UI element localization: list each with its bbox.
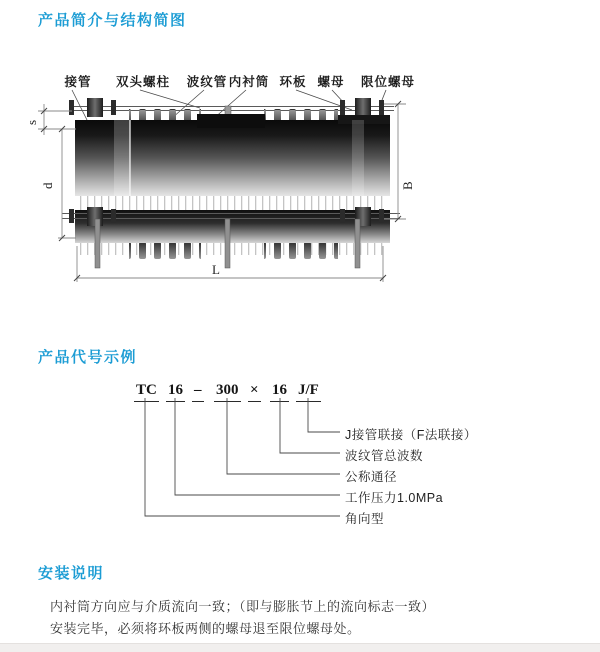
bellows-bottom-left bbox=[129, 243, 201, 260]
install-instructions bbox=[50, 596, 435, 640]
dim-label-L: L bbox=[212, 262, 220, 277]
code-callout-pressure: 工作压力1.0MPa bbox=[345, 491, 444, 505]
bellows-bottom-right bbox=[264, 243, 338, 260]
install-line: 安装完毕，必须将环板两侧的螺母退至限位螺母处。 bbox=[50, 621, 361, 636]
code-callout-waves: 波纹管总波数 bbox=[345, 449, 424, 463]
inner-sleeve-band bbox=[197, 114, 265, 128]
code-token-diameter: 300 bbox=[214, 382, 241, 402]
section-title-code: 产品代号示例 bbox=[38, 349, 138, 366]
code-callout-diameter: 公称通径 bbox=[345, 470, 398, 484]
install-line: 内衬筒方向应与介质流向一致；（即与膨胀节上的流向标志一致） bbox=[50, 599, 436, 614]
code-callout-lines bbox=[0, 396, 600, 536]
joint-body-upper bbox=[75, 114, 390, 196]
interior-lines-bottom bbox=[80, 243, 386, 255]
code-token-connection: J/F bbox=[296, 382, 321, 402]
part-label-ring-plate: 环板 bbox=[279, 75, 307, 89]
structure-diagram bbox=[0, 62, 480, 312]
code-token-times: × bbox=[248, 382, 261, 402]
part-label-inner-sleeve: 内衬筒 bbox=[228, 75, 270, 89]
part-label-bellows: 波纹管 bbox=[186, 75, 228, 89]
dim-label-d: d bbox=[40, 182, 55, 189]
part-label-pipe-end: 接管 bbox=[64, 75, 92, 89]
code-token-type: TC bbox=[134, 382, 159, 402]
dim-label-s: s bbox=[24, 119, 39, 125]
code-token-waves: 16 bbox=[270, 382, 289, 402]
code-callout-connection: J接管联接（F法联接） bbox=[345, 428, 477, 442]
page-edge-strip bbox=[0, 643, 600, 652]
dimension-d bbox=[40, 126, 76, 241]
section-title-intro: 产品简介与结构简图 bbox=[38, 12, 187, 29]
code-callout-type: 角向型 bbox=[345, 512, 385, 526]
part-labels bbox=[63, 74, 415, 89]
code-token-pressure: 16 bbox=[166, 382, 185, 402]
part-label-nut: 螺母 bbox=[317, 75, 345, 89]
code-token-dash: – bbox=[192, 382, 204, 402]
interior-lines-mid bbox=[80, 196, 386, 210]
dim-label-B: B bbox=[400, 181, 415, 190]
part-label-limit-nut: 限位螺母 bbox=[360, 75, 416, 89]
part-label-stud: 双头螺柱 bbox=[115, 75, 171, 89]
dimension-s bbox=[24, 104, 76, 135]
section-title-install: 安装说明 bbox=[38, 565, 105, 582]
